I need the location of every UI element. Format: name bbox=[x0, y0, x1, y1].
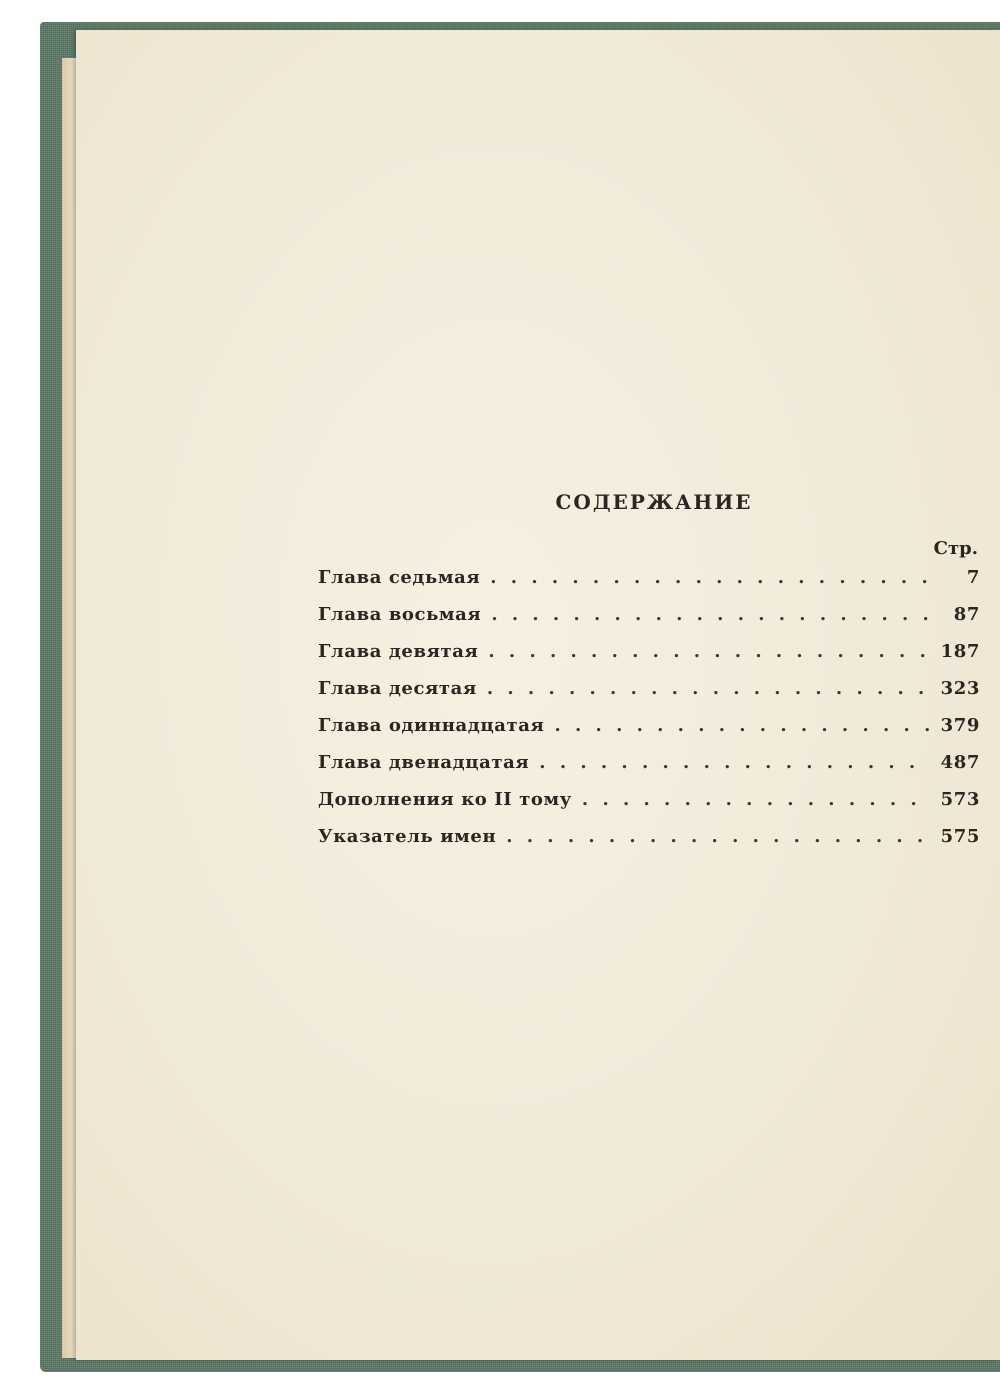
toc-entry-label: Глава девятая bbox=[318, 641, 479, 662]
book-page bbox=[76, 30, 1000, 1360]
toc-entry bbox=[318, 789, 980, 826]
toc-entry-label: Глава одиннадцатая bbox=[318, 715, 545, 736]
dot-leader bbox=[488, 641, 930, 662]
toc-page-column-header: Стр. bbox=[933, 538, 978, 559]
toc-entry-label: Глава десятая bbox=[318, 678, 477, 699]
toc-entry bbox=[318, 641, 980, 678]
toc-entry bbox=[318, 826, 980, 863]
dot-leader bbox=[506, 826, 930, 847]
dot-leader bbox=[490, 567, 930, 588]
toc-entry-label: Указатель имен bbox=[318, 826, 497, 847]
dot-leader bbox=[491, 604, 930, 625]
toc-entry-page: 87 bbox=[953, 604, 980, 625]
toc-entry-page: 187 bbox=[940, 641, 980, 662]
toc-entry-label: Дополнения ко II тому bbox=[318, 789, 572, 810]
toc-entry-page: 323 bbox=[940, 678, 980, 699]
toc-entry bbox=[318, 604, 980, 641]
table-of-contents bbox=[318, 490, 980, 863]
dot-leader bbox=[582, 789, 930, 810]
toc-entry-label: Глава восьмая bbox=[318, 604, 482, 625]
toc-entry-page: 379 bbox=[940, 715, 980, 736]
toc-entry bbox=[318, 715, 980, 752]
toc-entry bbox=[318, 567, 980, 604]
dot-leader bbox=[487, 678, 930, 699]
dot-leader bbox=[554, 715, 930, 736]
toc-entry bbox=[318, 752, 980, 789]
toc-entry bbox=[318, 678, 980, 715]
show-through-heading bbox=[306, 190, 826, 216]
toc-entry-label: Глава двенадцатая bbox=[318, 752, 530, 773]
toc-entry-page: 7 bbox=[966, 567, 980, 588]
toc-entry-page: 573 bbox=[940, 789, 980, 810]
toc-entry-page: 487 bbox=[940, 752, 980, 773]
dot-leader bbox=[539, 752, 930, 773]
toc-title: СОДЕРЖАНИЕ bbox=[555, 490, 753, 514]
toc-entry-page: 575 bbox=[940, 826, 980, 847]
toc-entry-label: Глава седьмая bbox=[318, 567, 481, 588]
